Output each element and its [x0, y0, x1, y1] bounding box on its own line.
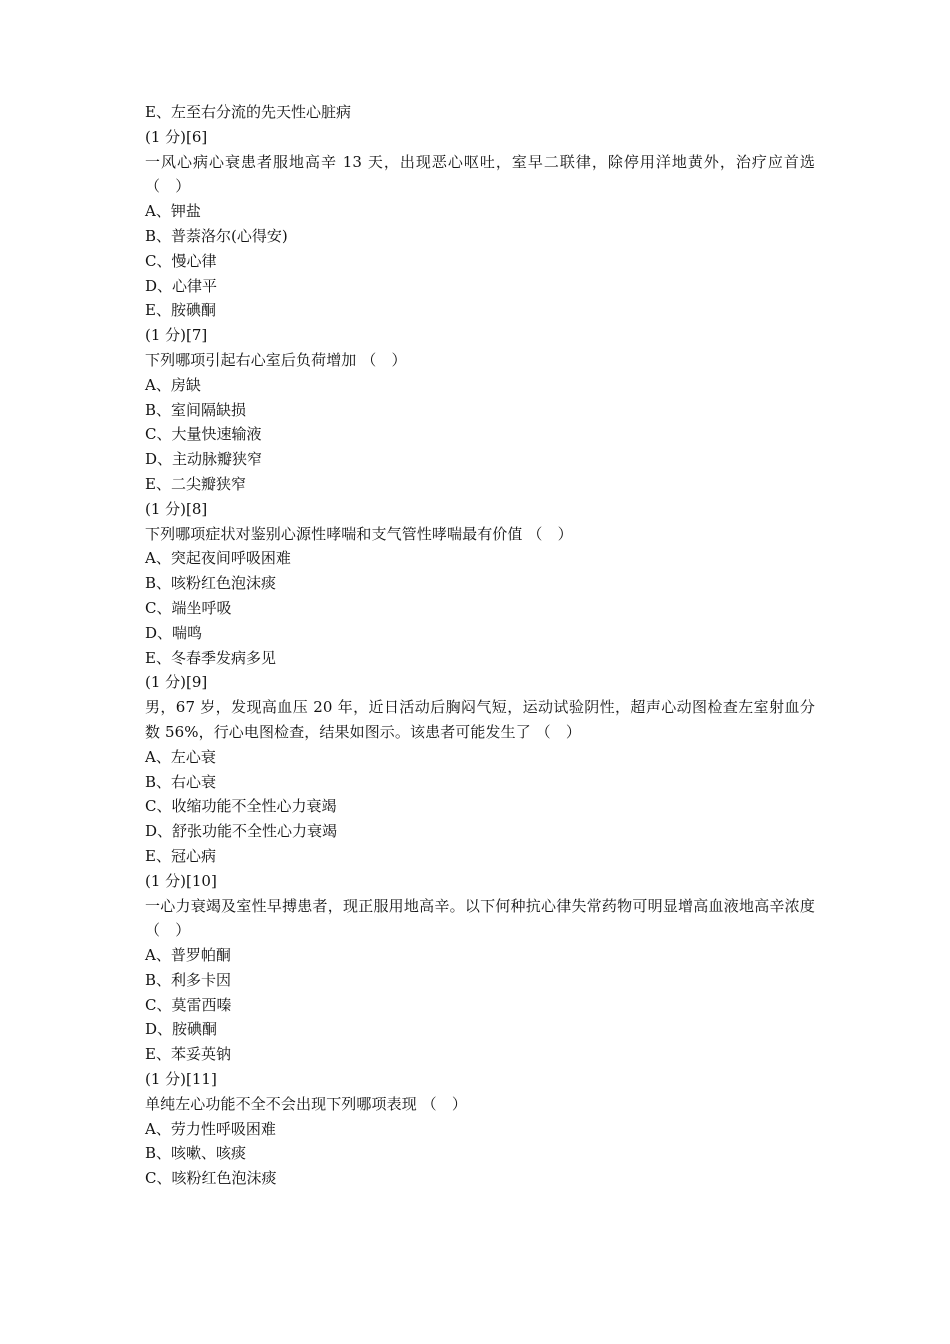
question-score: (1 分)[9]	[145, 673, 208, 692]
question-stem: 一风心病心衰患者服地高辛 13 天，出现恶心呕吐，室早二联律，除停用洋地黄外，治疗应首选 （ ）	[145, 152, 815, 196]
question-stem: 下列哪项引起右心室后负荷增加 （ ）	[145, 350, 407, 369]
option-a: A、钾盐	[145, 202, 201, 221]
option-a: A、左心衰	[145, 747, 216, 766]
option-b: B、咳粉红色泡沫痰	[145, 574, 277, 593]
option-e: E、冬春季发病多见	[145, 648, 276, 667]
option-b: B、室间隔缺损	[145, 400, 247, 419]
question-9	[145, 670, 815, 868]
option-c: C、收缩功能不全性心力衰竭	[145, 797, 337, 816]
question-score: (1 分)[11]	[145, 1070, 217, 1089]
question-score: (1 分)[8]	[145, 499, 208, 518]
option-e: E、冠心病	[145, 846, 216, 865]
question-11	[145, 1067, 815, 1191]
option-a: A、突起夜间呼吸困难	[145, 549, 291, 568]
option-a: A、劳力性呼吸困难	[145, 1119, 276, 1138]
question-8	[145, 497, 815, 671]
document-page	[145, 100, 815, 1191]
option-e: E、苯妥英钠	[145, 1045, 231, 1064]
option-c: C、咳粉红色泡沫痰	[145, 1169, 277, 1188]
option-c: C、莫雷西嗪	[145, 995, 232, 1014]
question-score: (1 分)[7]	[145, 326, 208, 345]
option-d: D、舒张功能不全性心力衰竭	[145, 822, 338, 841]
option-b: B、普萘洛尔(心得安)	[145, 226, 288, 245]
option-c: C、端坐呼吸	[145, 598, 232, 617]
option-b: B、利多卡因	[145, 970, 232, 989]
option-b: B、咳嗽、咳痰	[145, 1144, 247, 1163]
option-c: C、大量快速输液	[145, 425, 262, 444]
question-stem: 一心力衰竭及室性早搏患者，现正服用地高辛。以下何种抗心律失常药物可明显增高血液地高辛浓度 （ ）	[145, 896, 815, 940]
question-6	[145, 125, 815, 323]
option-d: D、主动脉瓣狭窄	[145, 450, 263, 469]
option-e: E、二尖瓣狭窄	[145, 474, 246, 493]
option-b: B、右心衰	[145, 772, 217, 791]
option-c: C、慢心律	[145, 251, 217, 270]
question-10	[145, 869, 815, 1067]
option-e: E、胺碘酮	[145, 301, 216, 320]
question-stem: 单纯左心功能不全不会出现下列哪项表现 （ ）	[145, 1094, 467, 1113]
question-7	[145, 323, 815, 497]
option-e-prev: E、左至右分流的先天性心脏病	[145, 103, 351, 121]
question-stem: 下列哪项症状对鉴别心源性哮喘和支气管性哮喘最有价值 （ ）	[145, 524, 573, 543]
option-d: D、胺碘酮	[145, 1020, 218, 1039]
option-a: A、房缺	[145, 375, 201, 394]
question-stem: 男，67 岁，发现高血压 20 年，近日活动后胸闷气短，运动试验阴性，超声心动图检查左室射血分数 56%，行心电图检查，结果如图示。该患者可能发生了 （ ）	[145, 698, 815, 741]
question-score: (1 分)[10]	[145, 871, 217, 890]
option-a: A、普罗帕酮	[145, 946, 231, 965]
option-d: D、喘鸣	[145, 623, 203, 642]
option-d: D、心律平	[145, 276, 218, 295]
question-score: (1 分)[6]	[145, 127, 208, 146]
